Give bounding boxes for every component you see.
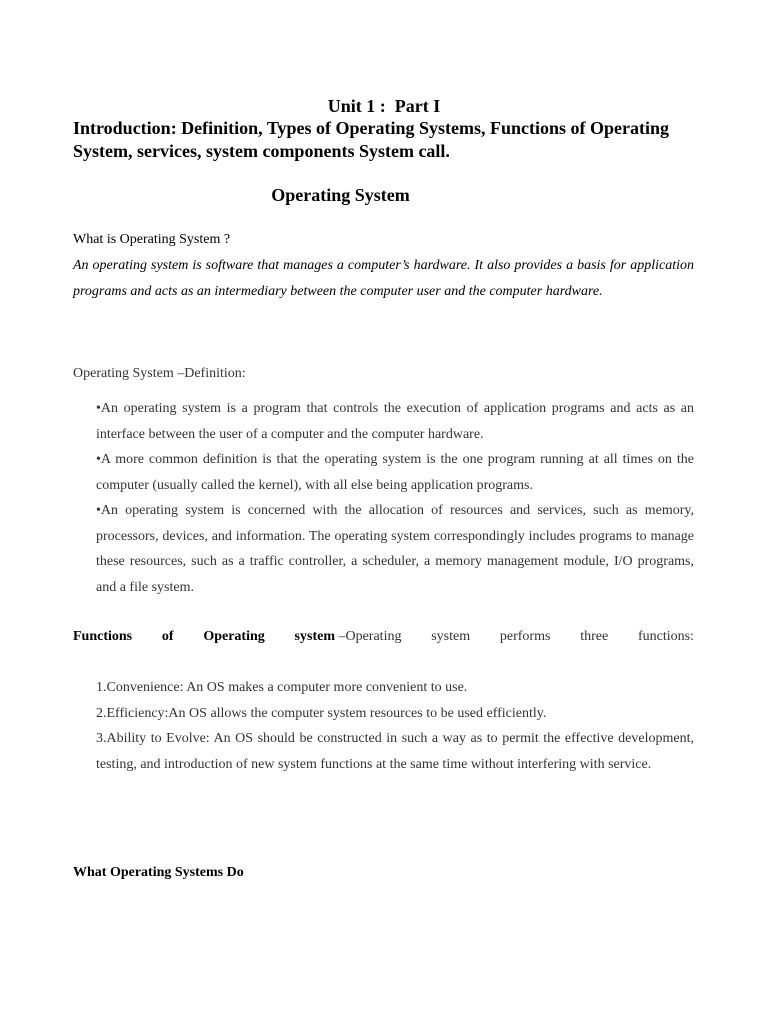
function-item: 3.Ability to Evolve: An OS should be constructed in such a way as to permit the effective development, testing, and introduction of new system functions at the same time without interfering with service. [96,731,694,772]
definition-item: •An operating system is concerned with the allocation of resources and services, such as memory, processors, devices, and information. The operating system correspondingly includes programs to manage these resources, such as a traffic controller, a scheduler, a memory management module, I/O programs, and a file system. [96,503,694,595]
functions-heading-word: performs [499,629,551,644]
functions-heading [73,628,694,646]
functions-heading-word: three [580,629,609,644]
answer-paragraph: An operating system is software that manages a computer’s hardware. It also provides a basis for application programs and acts as an intermediary between the computer user and the computer hardware. [73,258,694,299]
functions-heading-word: –Operating [338,629,402,644]
functions-heading-word: of [161,629,174,644]
section-title: Operating System [271,185,410,205]
definition-heading: Operating System –Definition: [73,366,246,381]
functions-heading-word [295,628,402,646]
unit-title: Unit 1 : Part I [327,96,441,116]
functions-heading-word: Operating [203,629,265,644]
functions-heading-word: Functions [73,629,133,644]
functions-heading-word: system [294,629,335,644]
definition-list [96,396,694,600]
functions-heading-word: functions: [637,629,694,644]
definition-item: •A more common definition is that the operating system is the one program running at all times on the computer (usually called the kernel), with all else being application programs. [96,452,694,493]
definition-item: •An operating system is a program that controls the execution of application programs and acts as an interface between the user of a computer and the computer hardware. [96,401,694,442]
function-item: 1.Convenience: An OS makes a computer more convenient to use. [96,680,468,695]
functions-list [96,675,694,777]
functions-heading-word: system [431,629,471,644]
function-item: 2.Efficiency:An OS allows the computer system resources to be used efficiently. [96,705,547,721]
question-text: What is Operating System ? [73,232,231,247]
introduction-heading: Introduction: Definition, Types of Operating Systems, Functions of Operating System, services, system components System call. [73,118,670,161]
what-os-do-heading: What Operating Systems Do [73,865,244,880]
